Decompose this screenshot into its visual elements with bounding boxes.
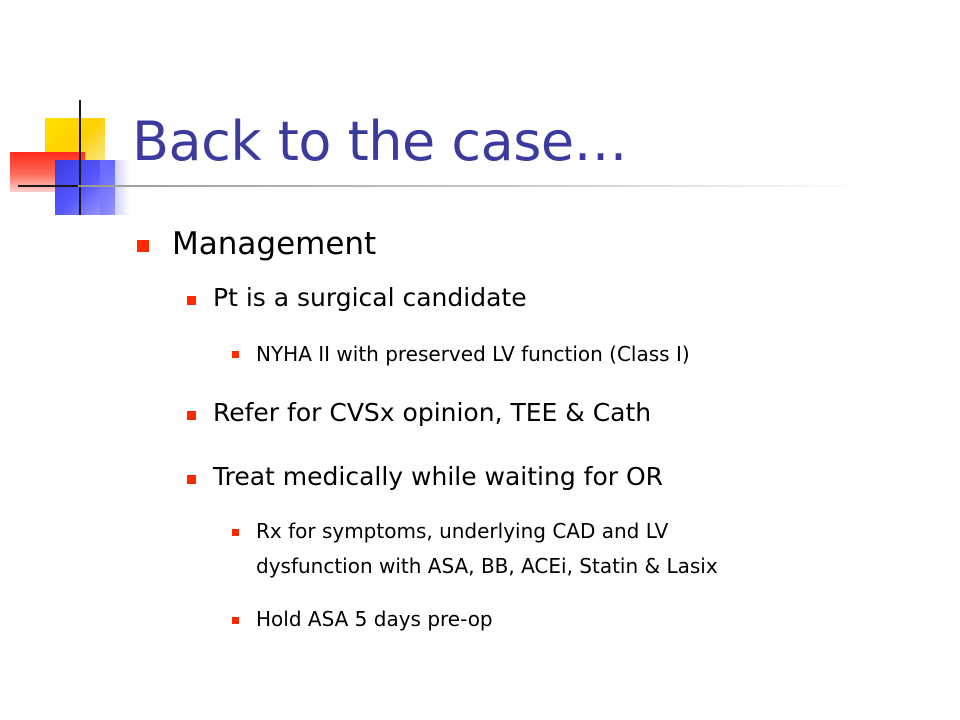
- bullet-marker: [137, 240, 149, 252]
- slide-title: Back to the case…: [132, 110, 628, 173]
- bullet-marker: [187, 296, 196, 305]
- bullet-marker: [187, 475, 196, 484]
- bullet-marker: [232, 351, 239, 358]
- bullet-hold-asa: Hold ASA 5 days pre-op: [256, 607, 493, 631]
- bullet-marker: [187, 411, 196, 420]
- bullet-rx-line1: Rx for symptoms, underlying CAD and LV: [256, 519, 669, 543]
- bullet-management: Management: [172, 226, 377, 262]
- bullet-marker: [232, 617, 239, 624]
- bullet-refer-cvsx: Refer for CVSx opinion, TEE & Cath: [213, 398, 652, 427]
- bullet-surgical-candidate: Pt is a surgical candidate: [213, 283, 527, 312]
- bullet-marker: [232, 529, 239, 536]
- bullet-rx-line2: dysfunction with ASA, BB, ACEi, Statin & Lasix: [256, 554, 718, 578]
- bullet-nyha: NYHA II with preserved LV function (Class I): [256, 342, 690, 366]
- bullet-treat-medically: Treat medically while waiting for OR: [213, 462, 664, 491]
